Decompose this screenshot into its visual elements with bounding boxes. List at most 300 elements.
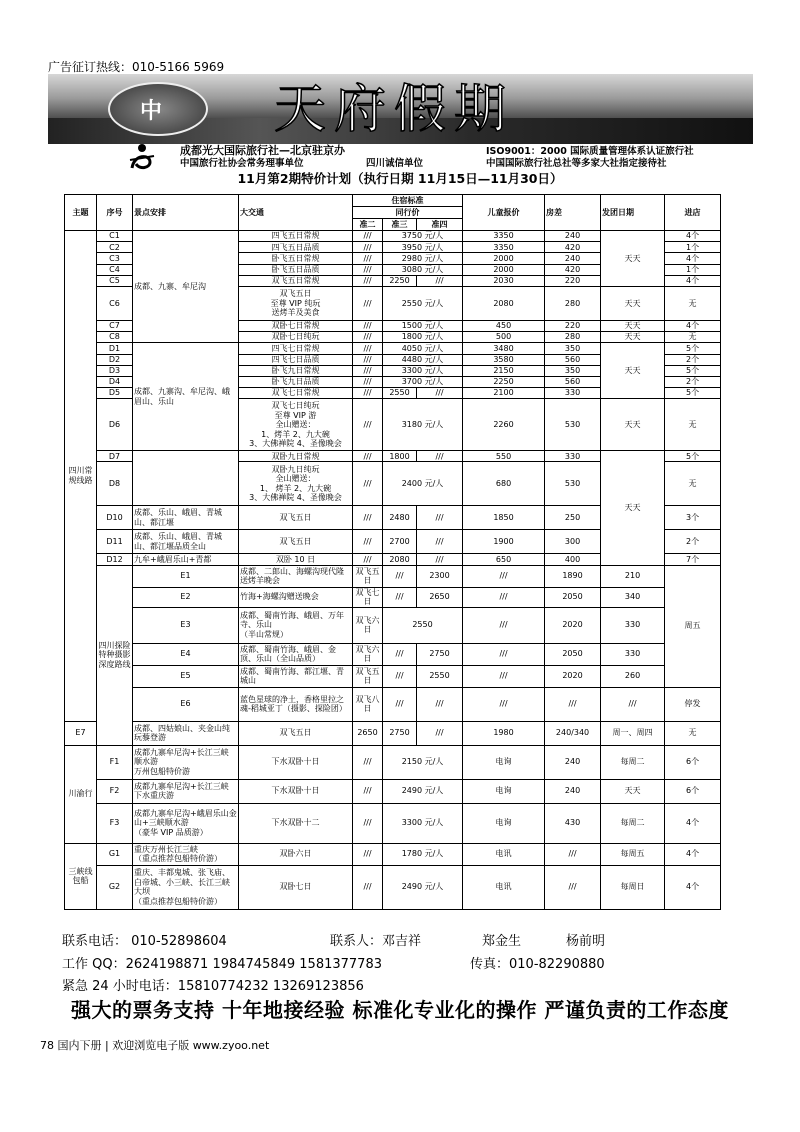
- header-peer: 同行价: [353, 207, 463, 219]
- table-cell: C4: [97, 264, 133, 275]
- table-cell: 1890: [545, 565, 601, 587]
- table-cell: 420: [545, 264, 601, 275]
- table-cell: D10: [97, 506, 133, 530]
- table-cell: 4个: [665, 865, 721, 909]
- table-cell: ///: [353, 388, 383, 399]
- table-cell: 2550: [383, 388, 417, 399]
- table-cell: 250: [545, 506, 601, 530]
- table-cell: 下水双卧十日: [239, 779, 353, 803]
- price-table: [64, 194, 721, 910]
- table-cell: 每周五: [601, 843, 665, 865]
- table-cell: 330: [545, 451, 601, 462]
- page-footer: 78 国内下册 | 欢迎浏览电子版 www.zyoo.net: [40, 1039, 270, 1052]
- table-row: [65, 565, 721, 587]
- table-cell: 双飞六日: [353, 607, 383, 643]
- table-cell: 卧飞九日常规: [239, 365, 353, 376]
- table-cell: 电讯: [463, 865, 545, 909]
- table-cell: 240/340: [545, 721, 601, 745]
- table-cell: 420: [545, 242, 601, 253]
- table-cell: 3350: [463, 242, 545, 253]
- contact-person: 联系人：邓吉祥: [330, 934, 422, 949]
- table-cell: 双飞五日: [239, 506, 353, 530]
- agency-name: 成都光大国际旅行社—北京驻京办: [180, 144, 345, 157]
- agency-designated: 中国国际旅行社总社等多家大社指定接待社: [486, 158, 667, 169]
- table-cell: 每周二: [601, 803, 665, 843]
- table-cell: ///: [417, 721, 463, 745]
- table-cell: C2: [97, 242, 133, 253]
- table-cell: 2150 元/人: [383, 745, 463, 779]
- table-cell: 成都、乐山、峨眉、青城山、都江堰: [133, 506, 239, 530]
- table-cell: 3180 元/人: [383, 399, 463, 451]
- table-cell: 2080: [463, 286, 545, 320]
- table-cell: 双卧九日常规: [239, 451, 353, 462]
- table-cell: D11: [97, 530, 133, 554]
- table-cell: 2000: [463, 264, 545, 275]
- table-cell: 双飞六日: [353, 643, 383, 665]
- contact-emergency: 紧急 24 小时电话：15810774232 13269123856: [62, 979, 364, 994]
- table-cell: ///: [417, 275, 463, 286]
- table-cell: 双飞七日常规: [239, 388, 353, 399]
- table-cell: 天天: [601, 779, 665, 803]
- table-cell: [133, 451, 239, 506]
- table-cell: 2490 元/人: [383, 865, 463, 909]
- table-cell: 330: [601, 643, 665, 665]
- table-cell: 2030: [463, 275, 545, 286]
- table-cell: 双飞五日: [239, 530, 353, 554]
- sights-cell: 成都、九寨沟、牟尼沟、峨眉山、乐山: [133, 343, 239, 451]
- header-shop: 进店: [665, 195, 721, 231]
- table-cell: 无: [665, 399, 721, 451]
- table-cell: 1980: [463, 721, 545, 745]
- table-cell: 4480 元/人: [383, 354, 463, 365]
- table-cell: 卧飞五日品质: [239, 264, 353, 275]
- table-cell: ///: [417, 506, 463, 530]
- table-cell: 双卧九日纯玩 全山赠送： 1、 烤羊 2、九大碗 3、大佛禅院 4、圣像晚会: [239, 462, 353, 506]
- table-cell: 1个: [665, 264, 721, 275]
- table-cell: ///: [463, 665, 545, 687]
- table-cell: 680: [463, 462, 545, 506]
- header-room: 房差: [545, 195, 601, 231]
- table-cell: ///: [383, 687, 417, 721]
- table-cell: 双飞八日: [353, 687, 383, 721]
- depart-cell: 周五: [665, 565, 721, 687]
- table-cell: ///: [463, 687, 545, 721]
- table-cell: 双卧七日常规: [239, 320, 353, 331]
- table-cell: 3个: [665, 506, 721, 530]
- table-cell: 330: [601, 607, 665, 643]
- table-cell: ///: [353, 332, 383, 343]
- table-cell: C6: [97, 286, 133, 320]
- table-cell: F3: [97, 803, 133, 843]
- table-cell: 双飞七日: [353, 587, 383, 607]
- table-cell: 2750: [417, 643, 463, 665]
- table-cell: 1800: [383, 451, 417, 462]
- contact-fax: 传真：010-82290880: [470, 957, 605, 972]
- depart-cell: 天天: [601, 231, 665, 287]
- table-cell: 下水双卧十二: [239, 803, 353, 843]
- table-row: [65, 745, 721, 779]
- table-cell: F1: [97, 745, 133, 779]
- table-cell: 430: [545, 803, 601, 843]
- table-cell: 650: [463, 554, 545, 565]
- table-cell: 周一、周四: [601, 721, 665, 745]
- table-cell: D3: [97, 365, 133, 376]
- table-cell: E6: [133, 687, 239, 721]
- table-cell: ///: [353, 320, 383, 331]
- table-cell: 4050 元/人: [383, 343, 463, 354]
- table-cell: 6个: [665, 745, 721, 779]
- table-cell: ///: [353, 399, 383, 451]
- header-standard: 住宿标准: [353, 195, 463, 207]
- table-cell: 天天: [601, 320, 665, 331]
- table-cell: ///: [463, 607, 545, 643]
- table-cell: 电讯: [463, 843, 545, 865]
- table-row: [65, 843, 721, 865]
- table-cell: 280: [545, 286, 601, 320]
- table-cell: 2个: [665, 354, 721, 365]
- table-cell: 400: [545, 554, 601, 565]
- table-cell: 双飞五日: [239, 721, 353, 745]
- table-cell: 240: [545, 779, 601, 803]
- header-transport: 大交通: [239, 195, 353, 231]
- table-cell: C5: [97, 275, 133, 286]
- group-label-explore: 四川探险特种摄影深度路线: [97, 565, 133, 745]
- table-cell: 4个: [665, 231, 721, 242]
- table-cell: 4个: [665, 253, 721, 264]
- table-cell: D8: [97, 462, 133, 506]
- banner: [48, 74, 753, 144]
- contact-qq: 工作 QQ：2624198871 1984745849 1581377783: [62, 957, 382, 972]
- table-cell: 卧飞五日常规: [239, 253, 353, 264]
- table-cell: E3: [133, 607, 239, 643]
- table-cell: 3480: [463, 343, 545, 354]
- table-cell: 成都九寨牟尼沟+长江三峡 顺水游 万州包船特价游: [133, 745, 239, 779]
- table-cell: 卧飞九日品质: [239, 376, 353, 387]
- table-cell: C8: [97, 332, 133, 343]
- table-cell: D12: [97, 554, 133, 565]
- table-cell: D1: [97, 343, 133, 354]
- table-cell: 3080 元/人: [383, 264, 463, 275]
- table-cell: D2: [97, 354, 133, 365]
- table-cell: D5: [97, 388, 133, 399]
- table-cell: ///: [383, 565, 417, 587]
- table-cell: 成都、乐山、峨眉、青城山、都江堰品质全山: [133, 530, 239, 554]
- header-sights: 景点安排: [133, 195, 239, 231]
- table-cell: ///: [353, 264, 383, 275]
- table-cell: 每周二: [601, 745, 665, 779]
- table-cell: 双飞七日纯玩 至尊 VIP 游 全山赠送： 1、烤羊 2、九大碗 3、大佛禅院 4、圣像晚会: [239, 399, 353, 451]
- table-cell: 竹海+海螺沟赠送晚会: [239, 587, 353, 607]
- table-cell: 6个: [665, 779, 721, 803]
- header-depart: 发团日期: [601, 195, 665, 231]
- table-row: [65, 803, 721, 843]
- table-cell: 2个: [665, 530, 721, 554]
- table-cell: 1500 元/人: [383, 320, 463, 331]
- table-cell: ///: [353, 365, 383, 376]
- table-cell: 340: [601, 587, 665, 607]
- table-cell: ///: [383, 665, 417, 687]
- table-cell: 无: [665, 721, 721, 745]
- table-cell: 每周日: [601, 865, 665, 909]
- table-cell: 蓝色星球的净土，香格里拉之魂-稻城亚丁（摄影、探险团）: [239, 687, 353, 721]
- table-cell: 四飞七日品质: [239, 354, 353, 365]
- table-cell: 四飞五日品质: [239, 242, 353, 253]
- table-row: [65, 587, 721, 607]
- table-cell: 2750: [383, 721, 417, 745]
- table-cell: 280: [545, 332, 601, 343]
- table-cell: 四飞七日常规: [239, 343, 353, 354]
- table-cell: ///: [417, 451, 463, 462]
- table-cell: 2550 元/人: [383, 286, 463, 320]
- table-cell: ///: [353, 462, 383, 506]
- table-cell: 双卧 10 日: [239, 554, 353, 565]
- table-cell: 4个: [665, 320, 721, 331]
- table-cell: E7: [65, 721, 97, 745]
- table-cell: ///: [601, 687, 665, 721]
- table-cell: D6: [97, 399, 133, 451]
- emblem-logo: 中: [108, 82, 208, 136]
- table-cell: 成都、四姑娘山、夹金山纯玩藜登游: [133, 721, 239, 745]
- table-cell: G1: [97, 843, 133, 865]
- banner-title: 天府假期: [274, 80, 515, 140]
- table-cell: ///: [353, 843, 383, 865]
- table-cell: 双飞五日: [353, 665, 383, 687]
- table-cell: 双飞五日: [353, 565, 383, 587]
- table-cell: 成都九寨牟尼沟+长江三峡 下水重庆游: [133, 779, 239, 803]
- header-no: 序号: [97, 195, 133, 231]
- depart-cell: 天天: [601, 343, 665, 399]
- contact-person-3: 杨前明: [566, 934, 606, 949]
- table-row: [65, 231, 721, 242]
- table-cell: 电询: [463, 745, 545, 779]
- table-cell: 4个: [665, 803, 721, 843]
- table-cell: 2250: [383, 275, 417, 286]
- table-cell: 3750 元/人: [383, 231, 463, 242]
- table-cell: ///: [353, 451, 383, 462]
- header-theme: 主题: [65, 195, 97, 231]
- slogan: 强大的票务支持 十年地接经验 标准化专业化的操作 严谨负责的工作态度: [71, 998, 729, 1022]
- table-cell: ///: [353, 803, 383, 843]
- table-cell: 2100: [463, 388, 545, 399]
- table-cell: 210: [601, 565, 665, 587]
- table-cell: ///: [463, 587, 545, 607]
- table-cell: 成都、蜀南竹海、峨眉、万年寺、乐山 （半山常规）: [239, 607, 353, 643]
- table-cell: 2050: [545, 643, 601, 665]
- table-cell: 2020: [545, 607, 601, 643]
- table-cell: D7: [97, 451, 133, 462]
- table-cell: 1800 元/人: [383, 332, 463, 343]
- table-cell: 2000: [463, 253, 545, 264]
- table-cell: 3350: [463, 231, 545, 242]
- table-cell: E5: [133, 665, 239, 687]
- table-cell: ///: [417, 687, 463, 721]
- table-cell: 1780 元/人: [383, 843, 463, 865]
- table-cell: 双卧六日: [239, 843, 353, 865]
- table-cell: ///: [383, 643, 417, 665]
- ad-hotline: 广告征订热线：010-5166 5969: [48, 60, 225, 74]
- table-cell: ///: [353, 286, 383, 320]
- table-cell: 电询: [463, 779, 545, 803]
- table-cell: 560: [545, 376, 601, 387]
- table-cell: 下水双卧十日: [239, 745, 353, 779]
- table-cell: ///: [417, 554, 463, 565]
- table-cell: 5个: [665, 343, 721, 354]
- table-cell: ///: [353, 253, 383, 264]
- table-cell: 220: [545, 275, 601, 286]
- table-cell: ///: [417, 530, 463, 554]
- table-cell: 九牟+峨眉乐山+青都: [133, 554, 239, 565]
- table-cell: 2490 元/人: [383, 779, 463, 803]
- table-cell: E2: [133, 587, 239, 607]
- group-label-sichuan: 四川常规线路: [65, 231, 97, 722]
- table-cell: 220: [545, 320, 601, 331]
- table-cell: 550: [463, 451, 545, 462]
- table-row: [65, 865, 721, 909]
- table-cell: 天天: [601, 399, 665, 451]
- table-cell: 2480: [383, 506, 417, 530]
- table-cell: 天天: [601, 332, 665, 343]
- table-row: [65, 721, 721, 745]
- agency-iso: ISO9001：2000 国际质量管理体系认证旅行社: [486, 146, 694, 157]
- table-row: [65, 643, 721, 665]
- table-cell: 2650: [417, 587, 463, 607]
- header-child: 儿童报价: [463, 195, 545, 231]
- table-cell: 双飞五日常规: [239, 275, 353, 286]
- table-cell: 1850: [463, 506, 545, 530]
- table-row: [65, 779, 721, 803]
- table-cell: 2300: [417, 565, 463, 587]
- table-cell: 2980 元/人: [383, 253, 463, 264]
- table-cell: 330: [545, 388, 601, 399]
- table-cell: 560: [545, 354, 601, 365]
- table-row: [65, 451, 721, 462]
- table-cell: 240: [545, 253, 601, 264]
- table-cell: 3580: [463, 354, 545, 365]
- table-cell: 5个: [665, 451, 721, 462]
- table-cell: E1: [133, 565, 239, 587]
- table-cell: C7: [97, 320, 133, 331]
- table-cell: 1900: [463, 530, 545, 554]
- table-cell: 四飞五日常规: [239, 231, 353, 242]
- table-cell: 2700: [383, 530, 417, 554]
- table-cell: 5个: [665, 388, 721, 399]
- table-cell: ///: [383, 587, 417, 607]
- table-cell: ///: [353, 376, 383, 387]
- table-cell: 240: [545, 231, 601, 242]
- table-cell: E4: [133, 643, 239, 665]
- table-cell: 成都、蜀南竹海、峨眉、金顶、乐山（全山品质）: [239, 643, 353, 665]
- table-cell: 无: [665, 286, 721, 320]
- table-cell: 2个: [665, 376, 721, 387]
- table-cell: ///: [417, 388, 463, 399]
- table-cell: ///: [353, 745, 383, 779]
- table-cell: 4个: [665, 843, 721, 865]
- table-cell: 3300 元/人: [383, 365, 463, 376]
- table-cell: 2020: [545, 665, 601, 687]
- table-cell: 停发: [665, 687, 721, 721]
- table-cell: ///: [545, 865, 601, 909]
- table-cell: 2250: [463, 376, 545, 387]
- table-cell: 2260: [463, 399, 545, 451]
- table-cell: 2080: [383, 554, 417, 565]
- table-cell: 重庆、丰都鬼城、张飞庙、白帝城、小三峡、长江三峡大坝 （重点推荐包船特价游）: [133, 865, 239, 909]
- header-q2: 准二: [353, 219, 383, 231]
- table-cell: ///: [353, 530, 383, 554]
- table-cell: ///: [463, 643, 545, 665]
- table-cell: 350: [545, 343, 601, 354]
- header-q4: 准四: [417, 219, 463, 231]
- table-cell: 双飞五日 至尊 VIP 纯玩 送烤羊及美食: [239, 286, 353, 320]
- table-cell: ///: [545, 687, 601, 721]
- header-q3: 准三: [383, 219, 417, 231]
- table-cell: ///: [353, 506, 383, 530]
- table-cell: C3: [97, 253, 133, 264]
- table-cell: ///: [353, 242, 383, 253]
- plan-title: 11月第2期特价计划（执行日期 11月15日—11月30日）: [237, 171, 563, 186]
- table-cell: 成都、二郎山、海螺沟现代隆送烤羊晚会: [239, 565, 353, 587]
- contact-tel: 联系电话： 010-52898604: [62, 934, 227, 949]
- table-cell: ///: [353, 554, 383, 565]
- table-cell: D4: [97, 376, 133, 387]
- table-cell: 3300 元/人: [383, 803, 463, 843]
- table-cell: 450: [463, 320, 545, 331]
- table-cell: 成都九寨牟尼沟+峨眉乐山金山+三峡顺水游 （豪华 VIP 品质游）: [133, 803, 239, 843]
- table-cell: 530: [545, 462, 601, 506]
- table-cell: 重庆万州长江三峡 （重点推荐包船特价游）: [133, 843, 239, 865]
- table-cell: 2150: [463, 365, 545, 376]
- table-cell: ///: [463, 565, 545, 587]
- table-cell: ///: [353, 231, 383, 242]
- table-row: [65, 607, 721, 643]
- table-row: [65, 343, 721, 354]
- table-cell: C1: [97, 231, 133, 242]
- table-cell: ///: [353, 275, 383, 286]
- table-cell: 双卧七日纯玩: [239, 332, 353, 343]
- table-cell: ///: [353, 354, 383, 365]
- table-cell: 2550: [383, 607, 463, 643]
- table-cell: 4个: [665, 275, 721, 286]
- table-cell: 3700 元/人: [383, 376, 463, 387]
- table-cell: ///: [353, 343, 383, 354]
- contact-person-2: 郑金生: [482, 934, 522, 949]
- table-cell: G2: [97, 865, 133, 909]
- table-cell: 3950 元/人: [383, 242, 463, 253]
- table-cell: F2: [97, 779, 133, 803]
- table-row: [65, 665, 721, 687]
- table-cell: 2400 元/人: [383, 462, 463, 506]
- table-cell: 530: [545, 399, 601, 451]
- group-label-chuanyu: 川渝行: [65, 745, 97, 843]
- group-label-threegorges: 三峡线包船: [65, 843, 97, 909]
- table-cell: 350: [545, 365, 601, 376]
- table-cell: 双卧七日: [239, 865, 353, 909]
- table-cell: 2050: [545, 587, 601, 607]
- agency-member: 中国旅行社协会常务理事单位: [180, 158, 304, 169]
- table-cell: 2650: [353, 721, 383, 745]
- table-cell: 2550: [417, 665, 463, 687]
- agency-honest: 四川诚信单位: [366, 158, 424, 169]
- table-cell: 5个: [665, 365, 721, 376]
- table-cell: 500: [463, 332, 545, 343]
- table-cell: 240: [545, 745, 601, 779]
- table-cell: 天天: [601, 286, 665, 320]
- table-cell: 无: [665, 462, 721, 506]
- table-cell: 1个: [665, 242, 721, 253]
- table-cell: 无: [665, 332, 721, 343]
- table-cell: 260: [601, 665, 665, 687]
- table-cell: ///: [353, 779, 383, 803]
- sights-cell: 成都、九寨、牟尼沟: [133, 231, 239, 343]
